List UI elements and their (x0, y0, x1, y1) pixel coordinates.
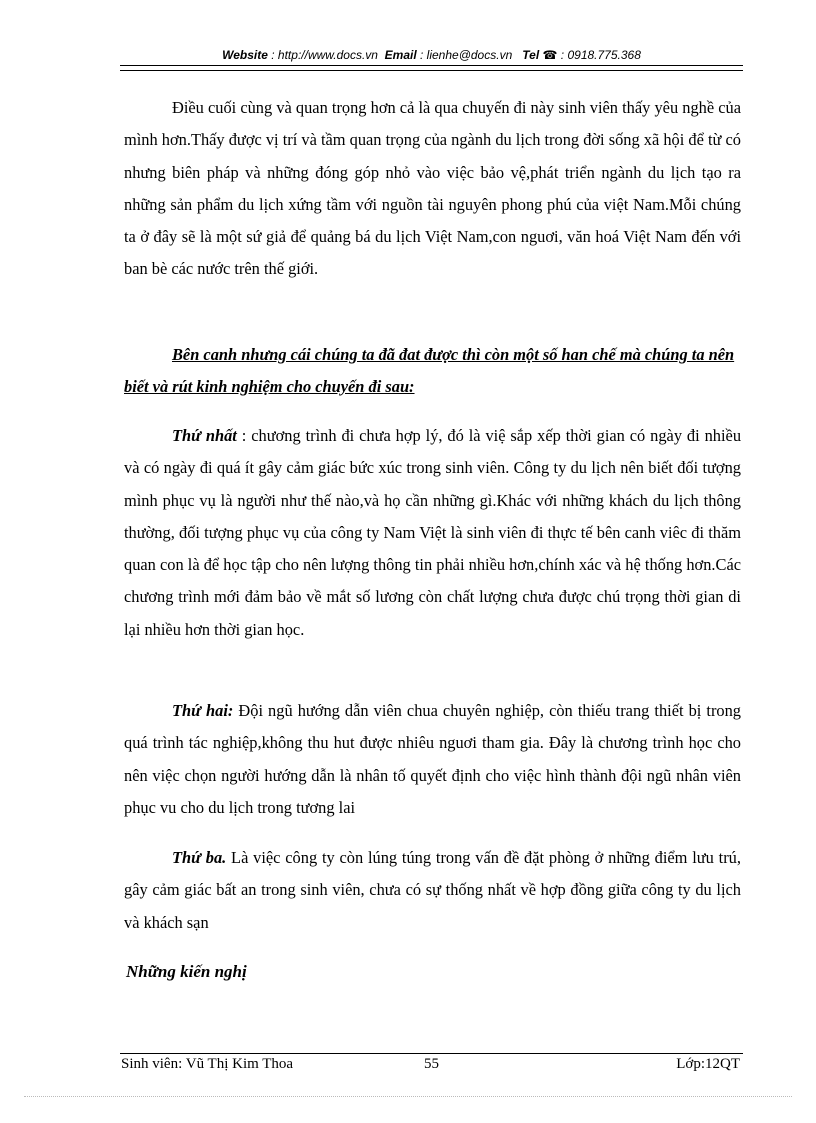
recommendations-heading: Những kiến nghị (126, 962, 247, 981)
paragraph-conclusion-text: Điều cuối cùng và quan trọng hơn cả là qua chuyến đi này sinh viên thấy yêu nghề của mình hơn.Thấy được vị trí và tầm quan trọng của ngành du lịch trong đời sống xã hội để từ có nhưng biên pháp và những đóng góp nhỏ vào việc bảo vệ,phát triển ngành du lịch tạo ra những sản phẩm du lịch xứng tầm với nguồn tài nguyên phong phú của việt Nam.Mỗi chúng ta ở đây sẽ là một sứ giả để quảng bá du lịch Việt Nam,con nguơi, văn hoá Việt Nam đến với ban bè các nước trên thế giới. (124, 98, 741, 279)
tel-label: Tel (522, 48, 540, 62)
email-sep: : (416, 48, 427, 62)
website-url[interactable]: http://www.docs.vn (277, 48, 378, 62)
paragraph-second (124, 695, 741, 824)
footer-page-number: 55 (424, 1056, 439, 1072)
third-text: Là việc công ty còn lúng túng trong vấn đề đặt phòng ở những điểm lưu trú, gây cảm giác bất an trong sinh viên, chưa có sự thống nhất về hợp đồng giữa công ty du lịch và khách sạn (124, 848, 741, 932)
paragraph-conclusion (124, 92, 741, 286)
first-text: : chương trình đi chưa hợp lý, đó là việ sắp xếp thời gian có ngày đi nhiều và có ngày đi quá ít gây cảm giác bức xúc trong sinh viên. Công ty du lịch nên biết đối tượng mình phục vụ là người như thế nào,và họ cần những gì.Khác với những khách du lịch thông thường, đối tượng phục vụ của công ty Nam Việt là sinh viên đi thực tế bên canh viêc đi thăm quan con là để học tập cho nên lượng thông tin phải nhiều hơn,chính xác và hệ thống hơn.Các chương trình mới đảm bảo về mắt số lương còn chất lượng chưa được chú trọng thời gian di lại nhiều hơn thời gian học. (124, 426, 742, 639)
footer-divider (120, 1053, 743, 1054)
email-label: Email (384, 48, 417, 62)
page-bottom-dotted-line (24, 1096, 792, 1097)
email-value[interactable]: lienhe@docs.vn (426, 48, 513, 62)
third-label: Thứ ba. (172, 848, 227, 867)
page-header (120, 48, 743, 66)
second-label: Thứ hai: (172, 701, 234, 720)
footer-student: Sinh viên: Vũ Thị Kim Thoa (121, 1056, 294, 1072)
footer-class: Lớp:12QT (676, 1056, 740, 1072)
header-divider (120, 70, 743, 71)
website-label: Website (222, 48, 268, 62)
phone-icon: ☎ (542, 48, 558, 62)
paragraph-first (124, 420, 741, 646)
section-subheading (124, 339, 744, 403)
first-label: Thứ nhất (172, 426, 237, 445)
paragraph-third (124, 842, 741, 939)
section-subheading-text: Bên canh nhưng cái chúng ta đã đat được thì còn một số han chế mà chúng ta nên biết và rút kinh nghiệm cho chuyến đi sau: (124, 345, 735, 396)
tel-value: : 0918.775.368 (557, 48, 641, 62)
second-text: Đội ngũ hướng dẫn viên chua chuyên nghiệp, còn thiếu trang thiết bị trong quá trình tác nghiệp,không thu hut được nhiêu nguơi tham gia. Đây là chương trình học cho nên việc chọn người hướng dẫn là nhân tố quyết định cho việc hình thành đội ngũ nhân viên phục vu cho du lịch trong tương lai (124, 701, 741, 817)
website-sep: : (267, 48, 278, 62)
